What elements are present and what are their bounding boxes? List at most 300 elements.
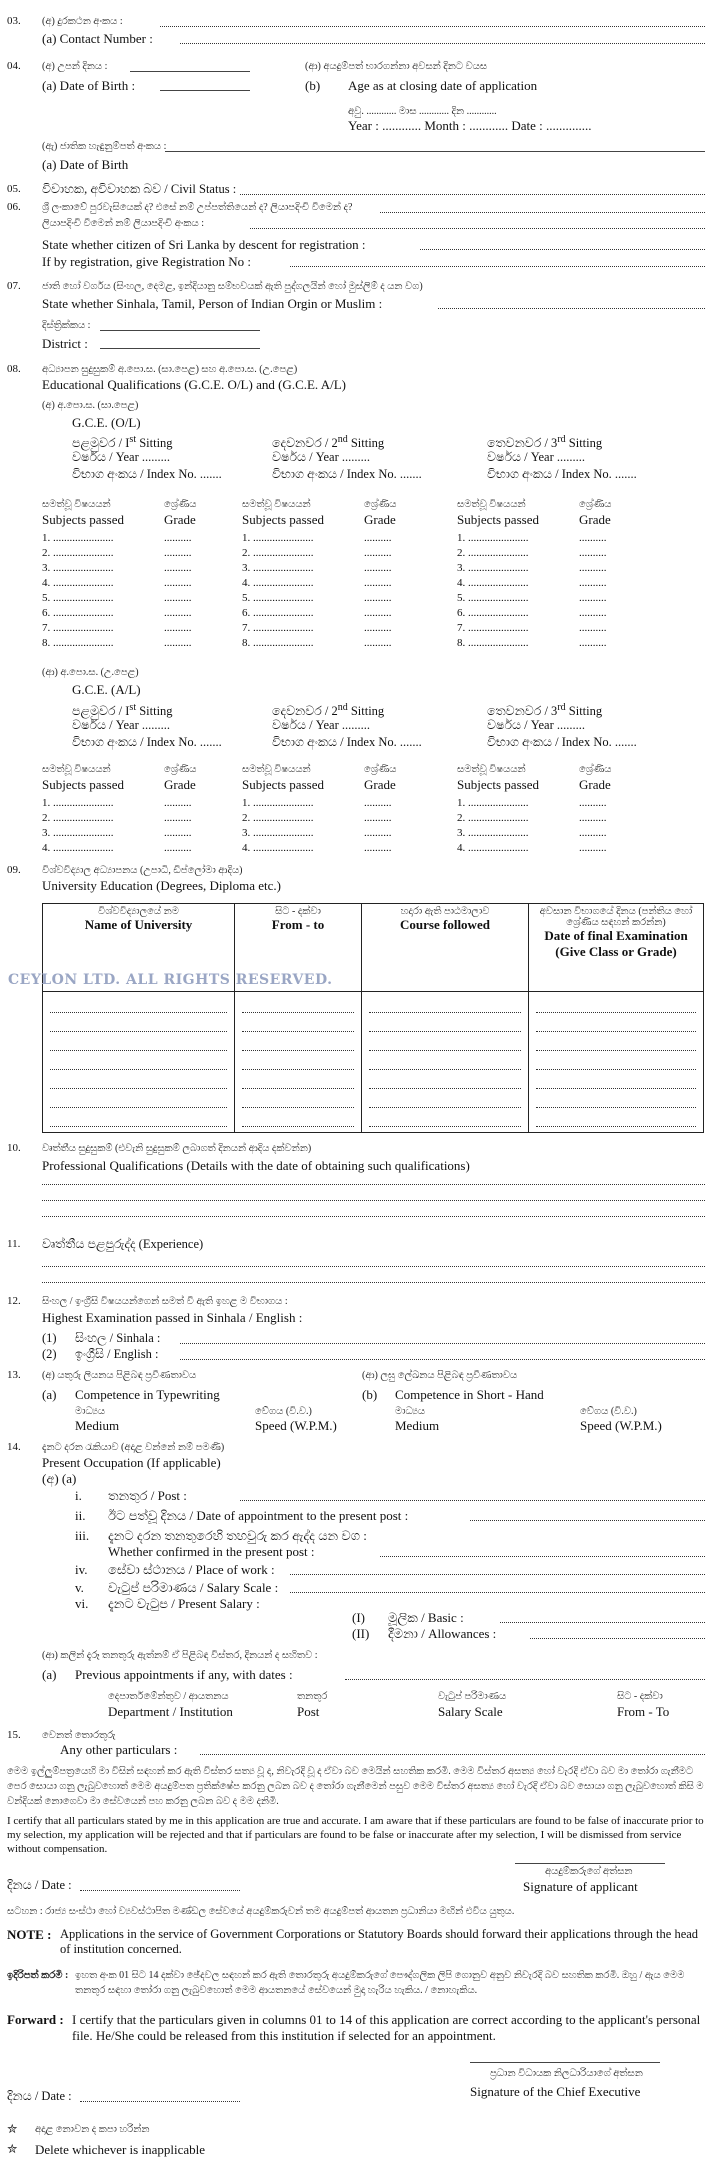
sitting-suffix: st [129,702,137,713]
basic-mark: (I) [352,1610,365,1625]
subject-field[interactable]: 4. ...................... [242,577,314,589]
table-entry-line[interactable] [369,1073,521,1089]
table-entry-line[interactable] [242,1016,354,1032]
applicant-signature-line[interactable] [515,1862,665,1864]
table-entry-line[interactable] [50,1054,227,1070]
note-text: Applications in the service of Government Corporations or Statutory Boards should forward their applications through the head of institution concerned. [60,1927,699,1956]
shorthand-medium-si: මාධ්‍යය [395,1406,426,1417]
grade-field[interactable]: .......... [579,607,607,619]
occupation-label: Present Occupation (If applicable) [42,1455,221,1470]
course-entries[interactable] [362,992,529,1133]
item-number: i. [75,1488,82,1503]
item-number: iv. [75,1562,88,1577]
sitting-prefix: පළමුවර / I [72,436,130,451]
subject-field[interactable]: 2. ...................... [242,547,314,559]
sitting-label [487,432,602,451]
section-number: 09. [7,864,21,876]
sinhala-label: සිංහල / Sinhala : [75,1331,161,1345]
table-entry-line[interactable] [536,1111,696,1127]
index-field[interactable]: විභාග අංකය / Index No. ....... [272,467,422,481]
subject-field[interactable]: 8. ...................... [42,637,114,649]
citizen-label: State whether citizen of Sri Lanka by descent for registration : [42,237,366,252]
forward-label: Forward : [7,2012,64,2027]
item-label: සේවා ස්ථානය / Place of work : [108,1562,275,1577]
prev-appt-field[interactable] [345,1667,705,1680]
district-si-line[interactable] [100,329,260,331]
subject-field[interactable]: 7. ...................... [42,622,114,634]
sitting-prefix: දෙවනවර / 2 [272,436,338,451]
year-field[interactable]: වර්ෂය / Year ......... [272,450,370,464]
table-entry-line[interactable] [242,997,354,1013]
sitting-word: Sitting [565,436,603,451]
prof-line-3[interactable] [42,1204,705,1217]
grade-field[interactable]: .......... [364,577,392,589]
item-label: වැටුප් පරිමාණය / Salary Scale : [108,1580,279,1595]
item-number: iii. [75,1528,90,1543]
section-number: 11. [7,1238,21,1250]
shorthand-speed[interactable]: Speed (W.P.M.) [580,1418,662,1433]
index-field[interactable]: විභාග අංකය / Index No. ....... [487,735,637,749]
table-entry-line[interactable] [536,997,696,1013]
grade-field[interactable]: .......... [164,812,192,824]
table-entry-line[interactable] [50,1092,227,1108]
table-entry-line[interactable] [242,1035,354,1051]
subject-field[interactable]: 3. ...................... [457,827,529,839]
grade-field[interactable]: .......... [364,842,392,854]
typing-medium-si: මාධ්‍යය [75,1406,106,1417]
table-entry-line[interactable] [242,1092,354,1108]
grade-field[interactable]: .......... [579,547,607,559]
prof-line-2[interactable] [42,1188,705,1201]
ol-si: (අ) අ.පො.ස. (සා.පෙළ) [42,400,139,411]
subject-field[interactable]: 4. ...................... [242,842,314,854]
table-entry-line[interactable] [50,1073,227,1089]
year-field[interactable]: වර්ෂය / Year ......... [72,718,170,732]
date-label-1: දිනය / Date : [7,1878,72,1892]
subject-field[interactable]: 4. ...................... [457,842,529,854]
subject-field[interactable]: 5. ...................... [457,592,529,604]
subject-field[interactable]: 3. ...................... [42,562,114,574]
sitting-label [487,700,602,719]
sinhala-field[interactable] [180,1331,705,1344]
table-entry-line[interactable] [369,1092,521,1108]
subjects-passed-si: සමත්වූ විෂයයන් [242,764,311,775]
subject-field[interactable]: 8. ...................... [242,637,314,649]
forward-si-text: ඉහත අංක 01 සිට 14 දක්වා ඡේදවල සඳහන් කර ඇති තොරතුරු අයදුම්කරුගේ පෞද්ගලික ලිපි ගොනුව අනුව නිවැරදි බව සහතික කරමි. ඔහු / ඇය මෙම තනතුර සඳහා තෝරා ගනු ලැබුවහොත් මෙම ආයතනයේ සේවයෙන් මුදා හැරිය හැකිය. / නොහැකිය. [75,1970,685,1996]
sitting-suffix: nd [337,434,348,445]
year-field[interactable]: වර්ෂය / Year ......... [72,450,170,464]
final-exam-entries[interactable] [529,992,704,1133]
grade-field[interactable]: .......... [164,562,192,574]
occupation-si: දැනට දරන රැකියාව (අදාළ වන්නේ නම් පමණි) [42,1442,225,1453]
subject-field[interactable]: 1. ...................... [42,532,114,544]
experience-line-2[interactable] [42,1270,705,1283]
sitting-suffix: rd [557,434,566,445]
prof-label: Professional Qualifications (Details with the date of obtaining such qualifications) [42,1158,470,1173]
subject-field[interactable]: 1. ...................... [242,532,314,544]
subjects-passed-label: Subjects passed [42,512,124,527]
subject-field[interactable]: 2. ...................... [457,812,529,824]
section-number: 05. [7,183,21,195]
sitting-word: Sitting [136,436,173,451]
star-icon: ✮ [7,2122,18,2136]
sitting-word: Sitting [565,704,603,719]
prev-col-si: තනතුර [297,1691,328,1702]
section-number: 06. [7,201,21,213]
chief-signature-si: ප්‍රධාන විධායක නිලධාරියාගේ අත්සන [490,2068,643,2079]
from-to-entries[interactable] [235,992,362,1133]
allowance-mark: (II) [352,1626,370,1641]
grade-field[interactable]: .......... [364,797,392,809]
subject-field[interactable]: 2. ...................... [42,812,114,824]
grade-field[interactable]: .......... [164,532,192,544]
declaration-en: I certify that all particulars stated by me in this application are true and accurate. I am aware that if these particulars are found to be false of inaccurate prior to my selection, my application will be rejected and that if particulars are found to be false or inaccurate after my selection, I will be dismissed from service without compensation. [7,1815,704,1855]
declaration-si: මෙම ඉල්ලුම්පත්‍රයෙහි මා විසින් සඳහන් කර ඇති විස්තර සත්‍ය වූ ද, නිවැරදි වූ ද ඒවා බව මෙයින් සහතික කරමි. මෙම විස්තර අසත්‍ය හෝ වැරදි ඒවා බව මා තෝරා ගැනීමට පෙර සොයා ගනු ලැබුවහොත් මෙම අයදුම්පත ප්‍රතික්ෂේප කරනු ලබන බව ද තෝරා ගැනීමෙන් පසුව මෙම විස්තර අසත්‍ය හෝ වැරදි ඒවා බව සොයා ගනු ලැබුවහොත් කිසි ම වන්දියක් නොගෙවා මා සේවයෙන් පහ කරනු ලබන බව ද මම දනිමි. [7,1766,704,1807]
grade-field[interactable]: .......... [579,562,607,574]
subject-field[interactable]: 3. ...................... [457,562,529,574]
grade-field[interactable]: .......... [364,827,392,839]
grade-field[interactable]: .......... [364,637,392,649]
experience-label: වෘත්තීය පළපුරුද්ද (Experience) [42,1237,204,1251]
grade-field[interactable]: .......... [364,532,392,544]
subjects-passed-label: Subjects passed [457,777,539,792]
subjects-passed-label: Subjects passed [42,777,124,792]
age-ymd-si-text[interactable]: අවු. ............ මාස ............ දින ............ [348,106,497,117]
sitting-prefix: පළමුවර / I [72,704,130,719]
subject-field[interactable]: 8. ...................... [457,637,529,649]
edu-si: අධ්‍යාපන සුදුසුකම් අ.පො.ස. (සා.පෙළ) සහ අ.පො.ස. (උ.පෙළ) [42,364,298,375]
citizen-field[interactable] [420,237,705,250]
subject-field[interactable]: 6. ...................... [42,607,114,619]
table-entry-line[interactable] [369,1035,521,1051]
subject-field[interactable]: 4. ...................... [42,577,114,589]
subjects-passed-si: සමත්වූ විෂයයන් [457,499,526,510]
grade-field[interactable]: .......... [579,637,607,649]
dob-label-si: (අ) උපන් දිනය : [42,61,108,72]
table-entry-line[interactable] [50,1016,227,1032]
ethnicity-label: State whether Sinhala, Tamil, Person of Indian Orgin or Muslim : [42,296,383,311]
table-entry-line[interactable] [369,1111,521,1127]
col-university-en: Name of University [84,917,193,932]
item-label: ඊට පත්වූ දිනය / Date of appointment to the present post : [108,1508,409,1523]
other-field[interactable] [200,1742,705,1755]
subject-field[interactable]: 1. ...................... [42,797,114,809]
sitting-label [272,700,384,719]
table-entry-line[interactable] [242,1073,354,1089]
basic-field[interactable] [500,1610,705,1623]
grade-field[interactable]: .......... [364,607,392,619]
grade-field[interactable]: .......... [579,827,607,839]
civil-status-label: විවාහක, අවිවාහක බව / Civil Status : [42,182,237,196]
table-entry-line[interactable] [50,997,227,1013]
grade-si: ශ්‍රේණිය [164,764,197,775]
shorthand-speed-si: වේගය (වි.ව.) [580,1406,637,1417]
al-label: G.C.E. (A/L) [72,682,141,697]
year-field[interactable]: වර්ෂය / Year ......... [487,718,585,732]
district-field[interactable] [100,347,260,349]
experience-line-1[interactable] [42,1254,705,1267]
typing-mark: (a) [42,1387,57,1402]
sitting-prefix: තෙවනවර / 3 [487,436,558,451]
grade-field[interactable]: .......... [164,827,192,839]
grade-field[interactable]: .......... [164,547,192,559]
subject-field[interactable]: 4. ...................... [457,577,529,589]
index-field[interactable]: විභාග අංකය / Index No. ....... [72,467,222,481]
grade-field[interactable]: .......... [579,577,607,589]
university-table [42,903,704,1133]
reg-field[interactable] [290,254,705,267]
contact-si-line[interactable] [160,14,705,27]
age-label-si: (ආ) අයදුම්පත් භාරගන්නා අවසන් දිනට වයස [305,61,488,72]
university-entries[interactable] [43,992,235,1133]
other-si: වෙනත් තොරතුරු [42,1730,116,1741]
subjects-passed-si: සමත්වූ විෂයයන් [42,499,111,510]
contact-number-field[interactable] [180,31,705,44]
subject-field[interactable]: 3. ...................... [42,827,114,839]
contact-label: (a) Contact Number : [42,31,153,46]
chief-signature-label: Signature of the Chief Executive [470,2084,641,2099]
grade-field[interactable]: .......... [579,797,607,809]
table-entry-line[interactable] [242,1054,354,1070]
prev-col-si: දෙපාර්තමේන්තුව / ආයතනය [108,1691,229,1702]
grade-field[interactable]: .......... [579,622,607,634]
subjects-passed-si: සමත්වූ විෂයයන් [457,764,526,775]
prev-col-si: සිට - දක්වා [617,1691,663,1702]
grade-field[interactable]: .......... [579,532,607,544]
shorthand-label: Competence in Short - Hand [395,1387,544,1402]
grade-field[interactable]: .......... [579,842,607,854]
table-entry-line[interactable] [536,1035,696,1051]
section-number: 03. [7,15,21,27]
prev-col-label: Department / Institution [108,1704,233,1719]
table-entry-line[interactable] [50,1111,227,1127]
section-number: 10. [7,1142,21,1154]
grade-field[interactable]: .......... [164,592,192,604]
grade-field[interactable]: .......... [364,547,392,559]
subjects-passed-label: Subjects passed [457,512,539,527]
ethnicity-field[interactable] [438,296,705,309]
prev-col-label: From - To [617,1704,670,1719]
grade-field[interactable]: .......... [164,622,192,634]
al-si: (ආ) අ.පො.ස. (උ.පෙළ) [42,667,139,678]
item-field[interactable] [290,1580,705,1593]
item-field[interactable] [240,1488,705,1501]
shorthand-medium[interactable]: Medium [395,1418,440,1433]
table-entry-line[interactable] [50,1035,227,1051]
grade-label: Grade [364,777,396,792]
subject-field[interactable]: 4. ...................... [42,842,114,854]
subject-field[interactable]: 2. ...................... [42,547,114,559]
sitting-label [72,700,173,719]
section-number: 08. [7,363,21,375]
grade-field[interactable]: .......... [364,812,392,824]
subject-field[interactable]: 5. ...................... [42,592,114,604]
contact-label-si: (අ) දුරකථන අංකය : [42,16,123,27]
item-label: තනතුර / Post : [108,1488,187,1503]
section-number: 13. [7,1369,21,1381]
col-final-exam-en: Date of final Examination (Give Class or Grade) [544,928,688,959]
col-from-to-en: From - to [271,917,325,932]
grade-field[interactable]: .......... [164,607,192,619]
age-label: Age as at closing date of application [348,78,538,93]
citizen-si: ශ්‍රී ලංකාවේ පුරවැසියෙක් ද? එසේ නම් උප්පත්තියෙන් ද? ලියාපදිංචි වීමෙන් ද? [42,202,353,213]
nic-label-si: (ඇ) ජාතික හැඳුනුම්පත් අංකය : [42,141,167,152]
grade-si: ශ්‍රේණිය [579,499,612,510]
prev-col-label: Salary Scale [438,1704,503,1719]
subject-field[interactable]: 3. ...................... [242,827,314,839]
grade-field[interactable]: .......... [579,812,607,824]
item-label: Whether confirmed in the present post : [108,1544,315,1559]
grade-field[interactable]: .......... [364,622,392,634]
grade-label: Grade [579,512,611,527]
index-field[interactable]: විභාග අංකය / Index No. ....... [272,735,422,749]
col-final-exam [529,904,704,992]
grade-label: Grade [164,512,196,527]
table-entry-line[interactable] [536,1054,696,1070]
typing-label: Competence in Typewriting [75,1387,220,1402]
dob-si-line[interactable] [130,70,250,72]
grade-si: ශ්‍රේණිය [364,764,397,775]
university-body-row [43,992,704,1133]
table-entry-line[interactable] [536,1073,696,1089]
table-entry-line[interactable] [369,997,521,1013]
subject-field[interactable]: 1. ...................... [457,797,529,809]
watermark: CEYLON LTD. ALL RIGHTS RESERVED. [8,972,333,988]
shorthand-mark: (b) [362,1387,378,1402]
section-number: 12. [7,1295,21,1307]
other-label: Any other particulars : [60,1742,178,1757]
table-entry-line[interactable] [369,1016,521,1032]
table-entry-line[interactable] [369,1054,521,1070]
dob-field[interactable] [160,89,250,91]
delete-note-si: අදාළ නොවන ද කපා හරින්න [35,2124,150,2135]
year-field[interactable]: වර්ෂය / Year ......... [487,450,585,464]
date-label-2: දිනය / Date : [7,2089,72,2103]
english-field[interactable] [180,1347,705,1360]
sitting-word: Sitting [347,704,385,719]
subjects-passed-si: සමත්වූ විෂයයන් [242,499,311,510]
table-entry-line[interactable] [242,1111,354,1127]
citizen-si-line[interactable] [380,200,705,213]
allowance-field[interactable] [530,1626,705,1639]
table-entry-line[interactable] [536,1092,696,1108]
col-course-en: Course followed [400,917,490,932]
item-field[interactable] [380,1544,705,1557]
shorthand-si: (ආ) ලඝු ලේඛනය පිළිබඳ ප්‍රවීණතාවය [362,1370,518,1381]
age-ymd-text[interactable]: Year : ............ Month : ............ Date : .............. [348,118,592,133]
note-label: NOTE : [7,1927,52,1942]
index-field[interactable]: විභාග අංකය / Index No. ....... [487,467,637,481]
typing-speed[interactable]: Speed (W.P.M.) [255,1418,337,1433]
english-mark: (2) [42,1347,57,1361]
section-number: 04. [7,60,21,72]
forward-text: I certify that the particulars given in columns 01 to 14 of this application are correct according to the applicant's personal file. He/She could be released from this institution if selected for an appointment. [72,2012,701,2043]
reg-si: ලියාපදිංචි වීමෙන් නම් ලියාපදිංචි අංකය : [42,218,205,229]
uni-label: University Education (Degrees, Diploma etc.) [42,878,281,893]
grade-label: Grade [164,777,196,792]
lang-si: සිංහල / ඉංග්‍රීසි විෂයයන්ගෙන් සමත් වී ඇති ඉහළ ම විභාගය : [42,1296,288,1307]
subjects-passed-label: Subjects passed [242,512,324,527]
grade-field[interactable]: .......... [164,637,192,649]
section-number: 14. [7,1441,21,1453]
item-field[interactable] [290,1562,705,1575]
dob-label: (a) Date of Birth : [42,78,136,93]
star-icon: ✮ [7,2142,18,2156]
grade-field[interactable]: .......... [364,562,392,574]
delete-note: Delete whichever is inapplicable [35,2142,206,2157]
grade-si: ශ්‍රේණිය [364,499,397,510]
grade-field[interactable]: .......... [579,592,607,604]
item-label: දැනට වැටුප / Present Salary : [108,1596,260,1611]
occupation-a-mark: (අ) (a) [42,1471,77,1486]
prof-line-1[interactable] [42,1172,705,1185]
table-entry-line[interactable] [536,1016,696,1032]
nic-field[interactable] [165,150,705,152]
subject-field[interactable]: 1. ...................... [242,797,314,809]
grade-label: Grade [579,777,611,792]
subject-field[interactable]: 5. ...................... [242,592,314,604]
grade-field[interactable]: .......... [164,797,192,809]
subject-field[interactable]: 3. ...................... [242,562,314,574]
district-label: District : [42,336,88,351]
forward-si-label: ඉදිරිපත් කරමි : [7,1970,69,1981]
sitting-suffix: rd [557,702,566,713]
prev-col-label: Post [297,1704,320,1719]
col-course [362,904,529,992]
subject-field[interactable]: 2. ...................... [242,812,314,824]
item-field[interactable] [470,1508,705,1521]
basic-label: මූලික / Basic : [388,1610,464,1625]
prev-appt-si: (ආ) කලින් දැරූ තනතුරු ඇත්නම් ඒ පිළිබඳ විස්තර, දිනයන් ද සහිතව : [42,1650,318,1661]
index-field[interactable]: විභාග අංකය / Index No. ....... [72,735,222,749]
year-field[interactable]: වර්ෂය / Year ......... [272,718,370,732]
grade-field[interactable]: .......... [164,842,192,854]
sitting-word: Sitting [347,436,385,451]
lang-label: Highest Examination passed in Sinhala / English : [42,1310,303,1325]
civil-status-field[interactable] [240,182,705,195]
grade-field[interactable]: .......... [364,592,392,604]
sitting-label [72,432,173,451]
subject-field[interactable]: 7. ...................... [457,622,529,634]
reg-si-line[interactable] [250,216,705,229]
district-si: දිස්ත්‍රික්කය : [42,320,91,331]
subject-field[interactable]: 7. ...................... [242,622,314,634]
sitting-prefix: දෙවනවර / 2 [272,704,338,719]
chief-signature-line[interactable] [470,2061,660,2063]
grade-label: Grade [364,512,396,527]
applicant-signature-label: Signature of applicant [523,1879,638,1894]
age-mark: (b) [305,78,321,93]
grade-si: ශ්‍රේණිය [579,764,612,775]
col-final-exam-si: අවසාන විභාගයේ දිනය (පන්තිය හෝ ශ්‍රේණිය සඳහන් කරන්න) [539,906,693,928]
date-field-2[interactable] [80,2089,240,2102]
typing-medium[interactable]: Medium [75,1418,120,1433]
subject-field[interactable]: 6. ...................... [457,607,529,619]
english-label: ඉංග්‍රීසි / English : [75,1347,159,1361]
prev-appt-mark: (a) [42,1667,57,1682]
grade-field[interactable]: .......... [164,577,192,589]
date-field-1[interactable] [80,1878,240,1891]
allowance-label: දීමනා / Allowances : [388,1626,497,1641]
prof-si: වෘත්තීය සුදුසුකම් (එවැනි සුදුසුකම් ලබාගත් දිනයන් ආදිය දක්වන්න) [42,1143,312,1154]
col-university-si: විශ්වවිද්‍යාලයේ නම [98,906,179,917]
sitting-suffix: st [129,434,137,445]
subject-field[interactable]: 6. ...................... [242,607,314,619]
sitting-prefix: තෙවනවර / 3 [487,704,558,719]
col-from-to-si: සිට - දක්වා [275,906,321,917]
subject-field[interactable]: 1. ...................... [457,532,529,544]
subject-field[interactable]: 2. ...................... [457,547,529,559]
